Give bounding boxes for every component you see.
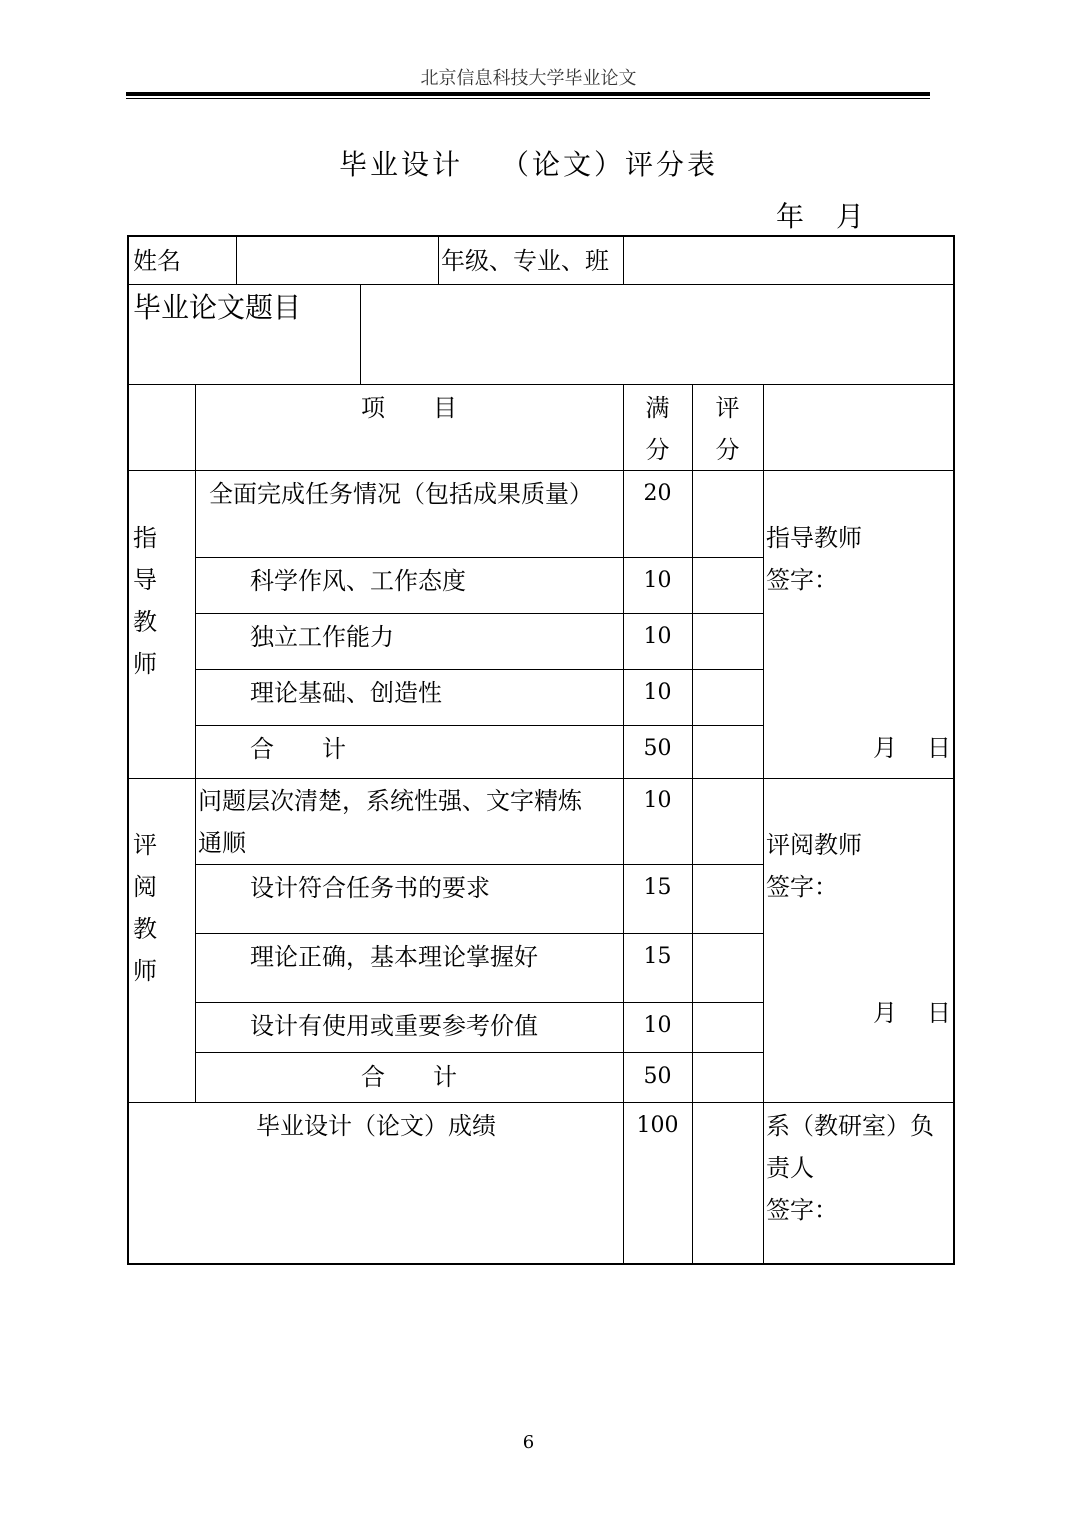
reviewer-max-4: 10 <box>643 1013 672 1038</box>
running-header: 北京信息科技大学毕业论文 <box>420 68 637 89</box>
advisor-max-1: 20 <box>643 481 672 506</box>
reviewer-label-char: 阅 <box>133 873 157 901</box>
reviewer-signature-label: 评阅教师 <box>766 831 862 859</box>
reviewer-item-1-line1: 问题层次清楚，系统性强、文字精炼 <box>198 787 582 815</box>
advisor-label-char: 教 <box>133 608 157 636</box>
final-max: 100 <box>636 1113 679 1138</box>
reviewer-item-4: 设计有使用或重要参考价值 <box>250 1012 538 1040</box>
reviewer-sign-prompt: 签字： <box>766 873 838 901</box>
score-table <box>127 235 955 1265</box>
advisor-group-label <box>133 517 163 685</box>
advisor-label-char: 师 <box>133 650 157 678</box>
row-divider <box>195 933 763 934</box>
date-month-label: 月 <box>836 200 865 233</box>
advisor-max-4: 10 <box>643 680 672 705</box>
row-divider <box>195 613 763 614</box>
row-divider <box>129 470 953 471</box>
row-divider <box>129 284 953 285</box>
reviewer-max-2: 15 <box>643 875 672 900</box>
col-divider <box>763 384 764 1263</box>
title-part2: （论文）评分表 <box>501 148 719 181</box>
reviewer-total-max: 50 <box>643 1064 672 1089</box>
full-score-header-2: 分 <box>645 436 670 464</box>
reviewer-item-3: 理论正确，基本理论掌握好 <box>250 943 538 971</box>
dept-head-line2: 责人 <box>766 1154 814 1182</box>
header-rule-thick <box>126 92 930 96</box>
title-part1: 毕业设计 <box>338 148 463 181</box>
advisor-item-3: 独立工作能力 <box>250 623 394 651</box>
reviewer-total-label: 合 计 <box>361 1063 457 1091</box>
advisor-item-2: 科学作风、工作态度 <box>250 567 466 595</box>
advisor-date-month: 月 <box>873 734 897 762</box>
col-divider <box>623 237 624 284</box>
row-divider <box>195 557 763 558</box>
row-divider <box>195 725 763 726</box>
dept-head-sign-prompt: 签字： <box>766 1196 838 1224</box>
col-divider <box>236 237 237 284</box>
item-header: 项 目 <box>361 394 457 422</box>
form-date <box>776 195 864 235</box>
advisor-label-char: 导 <box>133 566 157 594</box>
advisor-max-3: 10 <box>643 624 672 649</box>
score-header-1: 评 <box>715 394 740 422</box>
reviewer-label-char: 师 <box>133 957 157 985</box>
advisor-item-4: 理论基础、创造性 <box>250 679 442 707</box>
full-score-header-1: 满 <box>645 394 670 422</box>
row-divider <box>195 1002 763 1003</box>
class-label: 年级、专业、班 <box>441 247 609 275</box>
advisor-total-max: 50 <box>643 736 672 761</box>
advisor-signature-label: 指导教师 <box>766 524 862 552</box>
row-divider <box>195 1052 763 1053</box>
page-number: 6 <box>522 1432 535 1453</box>
date-year-label: 年 <box>776 200 805 233</box>
advisor-total-label: 合 计 <box>250 735 346 763</box>
header-rule-thin <box>126 98 930 99</box>
row-divider <box>195 864 763 865</box>
reviewer-item-2: 设计符合任务书的要求 <box>250 874 490 902</box>
thesis-title-label: 毕业论文题目 <box>133 291 302 324</box>
advisor-label-char: 指 <box>133 524 157 552</box>
dept-head-line1: 系（教研室）负 <box>766 1112 934 1140</box>
reviewer-item-1-line2: 通顺 <box>198 829 246 857</box>
reviewer-date-month: 月 <box>873 999 897 1027</box>
reviewer-max-1: 10 <box>643 788 672 813</box>
advisor-max-2: 10 <box>643 568 672 593</box>
col-divider <box>360 284 361 384</box>
col-divider <box>438 237 439 284</box>
row-divider <box>129 384 953 385</box>
col-divider <box>195 384 196 1102</box>
reviewer-group-label <box>133 824 163 992</box>
advisor-sign-prompt: 签字： <box>766 566 838 594</box>
row-divider <box>129 778 953 779</box>
final-grade-label: 毕业设计（论文）成绩 <box>256 1112 496 1140</box>
row-divider <box>129 1102 953 1103</box>
advisor-date-day: 日 <box>927 734 951 762</box>
reviewer-label-char: 教 <box>133 915 157 943</box>
advisor-item-1: 全面完成任务情况（包括成果质量） <box>209 480 593 508</box>
page-title <box>0 143 1057 183</box>
reviewer-label-char: 评 <box>133 831 157 859</box>
col-divider <box>692 384 693 1263</box>
name-label: 姓名 <box>133 247 181 275</box>
reviewer-date-day: 日 <box>927 999 951 1027</box>
reviewer-max-3: 15 <box>643 944 672 969</box>
row-divider <box>195 669 763 670</box>
score-header-2: 分 <box>715 436 740 464</box>
